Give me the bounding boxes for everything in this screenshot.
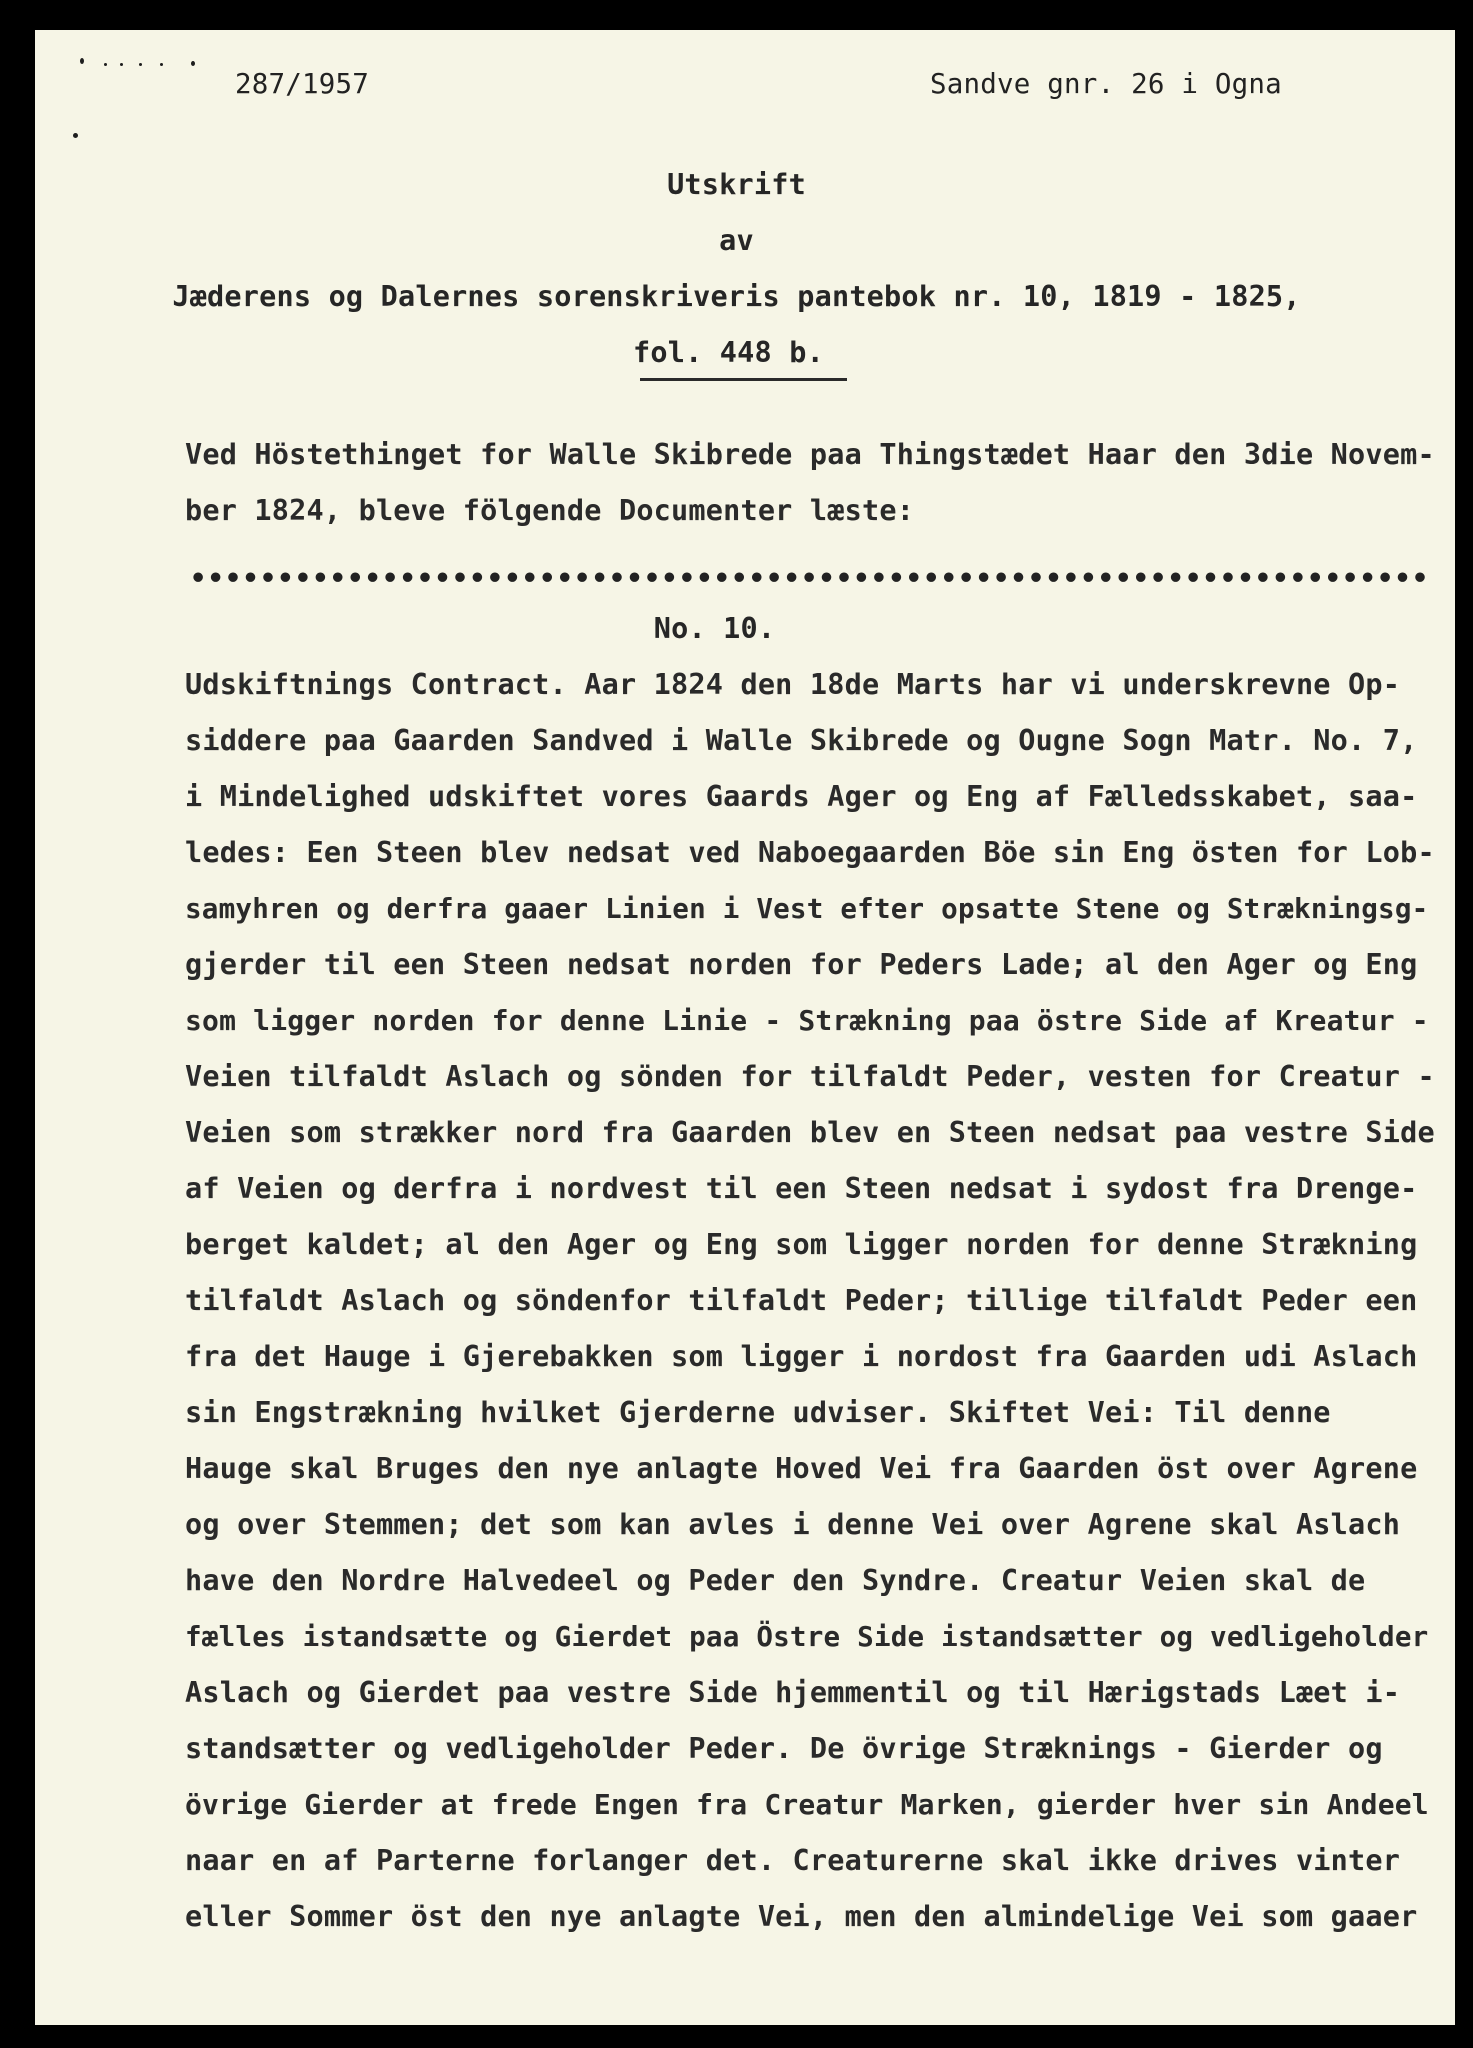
property-reference: Sandve gnr. 26 i Ogna (930, 68, 1282, 100)
body-line: Veien som strækker nord fra Gaarden blev en Steen nedsat paa vestre Side (185, 1116, 1435, 1149)
body-line: övrige Gierder at frede Engen fra Creatur Marken, gierder hver sin Andeel (185, 1788, 1429, 1821)
body-line: og over Stemmen; det som kan avles i denne Vei over Agrene skal Aslach (185, 1508, 1401, 1541)
ink-mark (139, 63, 142, 66)
body-line: have den Nordre Halvedeel og Peder den Syndre. Creatur Veien skal de (185, 1564, 1366, 1597)
title-underline (640, 378, 847, 381)
body-line: standsætter og vedligeholder Peder. De övrige Stræknings - Gierder og (185, 1732, 1383, 1765)
ink-mark (120, 63, 123, 66)
dotted-separator: ••••••••••••••••••••••••••••••••••••••••••••••••••••••••••••••••••••••• (190, 563, 1430, 594)
body-line: ledes: Een Steen blev nedsat ved Naboegaarden Böe sin Eng östen for Lob- (185, 836, 1435, 869)
body-line: fælles istandsætte og Gierdet paa Östre Side istandsætter og vedligeholder (185, 1620, 1429, 1653)
body-line: tilfaldt Aslach og söndenfor tilfaldt Peder; tillige tilfaldt Peder een (185, 1284, 1418, 1317)
body-line: af Veien og derfra i nordvest til een Steen nedsat i sydost fra Drenge- (185, 1172, 1418, 1205)
ink-mark (160, 63, 163, 66)
section-number: No. 10. (653, 612, 776, 645)
ink-mark (73, 133, 78, 138)
body-line: Veien tilfaldt Aslach og sönden for tilfaldt Peder, vesten for Creatur - (185, 1060, 1435, 1093)
title-source: Jæderens og Dalernes sorenskriveris pantebok nr. 10, 1819 - 1825, (172, 280, 1301, 313)
ink-mark (104, 63, 107, 66)
ink-mark (80, 58, 84, 64)
body-line: siddere paa Gaarden Sandved i Walle Skibrede og Ougne Sogn Matr. No. 7, (185, 724, 1418, 757)
intro-line: Ved Höstethinget for Walle Skibrede paa Thingstædet Haar den 3die Novem- (185, 438, 1435, 471)
body-line: Aslach og Gierdet paa vestre Side hjemmentil og til Hærigstads Læet i- (185, 1676, 1401, 1709)
body-line: i Mindelighed udskiftet vores Gaards Ager og Eng af Fælledsskabet, saa- (185, 780, 1418, 813)
body-line: som ligger norden for denne Linie - Strækning paa östre Side af Kreatur - (185, 1004, 1429, 1037)
document-reference: 287/1957 (235, 68, 370, 100)
body-line: samyhren og derfra gaaer Linien i Vest efter opsatte Stene og Strækningsg- (185, 892, 1429, 925)
body-line: Hauge skal Bruges den nye anlagte Hoved Vei fra Gaarden öst over Agrene (185, 1452, 1418, 1485)
body-line: fra det Hauge i Gjerebakken som ligger i nordost fra Gaarden udi Aslach (185, 1340, 1418, 1373)
body-line: sin Engstrækning hvilket Gjerderne udviser. Skiftet Vei: Til denne (185, 1396, 1331, 1429)
title-folio: fol. 448 b. (633, 336, 824, 369)
intro-line: ber 1824, bleve fölgende Documenter læste: (185, 494, 915, 527)
body-line: berget kaldet; al den Ager og Eng som ligger norden for denne Strækning (185, 1228, 1418, 1261)
title-av: av (719, 224, 754, 257)
ink-mark (191, 61, 195, 66)
title-utskrift: Utskrift (667, 168, 806, 201)
body-line: eller Sommer öst den nye anlagte Vei, men den almindelige Vei som gaaer (185, 1900, 1418, 1933)
body-line: gjerder til een Steen nedsat norden for Peders Lade; al den Ager og Eng (185, 948, 1418, 981)
body-line: Udskiftnings Contract. Aar 1824 den 18de Marts har vi underskrevne Op- (185, 668, 1401, 701)
body-line: naar en af Parterne forlanger det. Creaturerne skal ikke drives vinter (185, 1844, 1401, 1877)
